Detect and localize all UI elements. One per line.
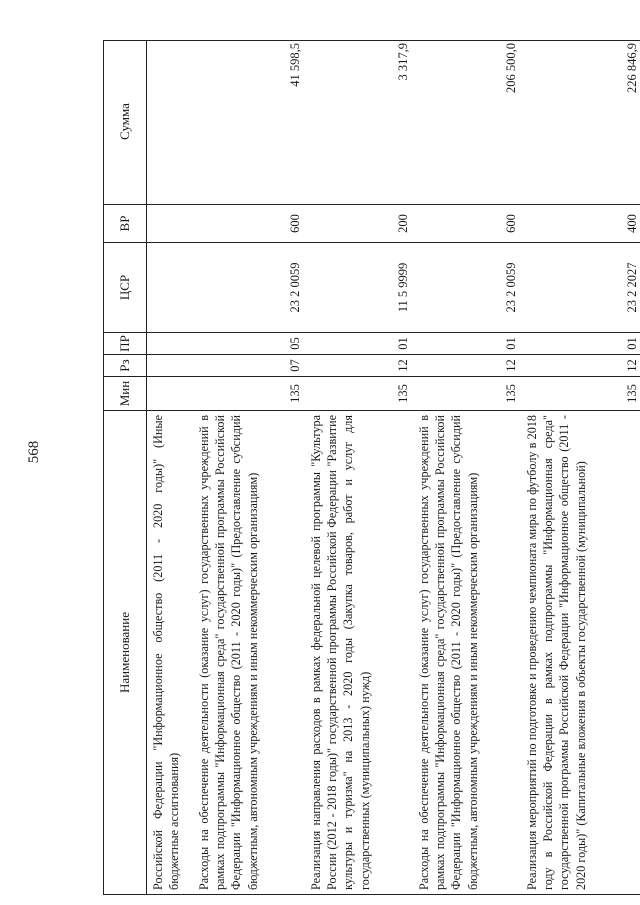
row-vr bbox=[147, 204, 193, 242]
row-name: Расходы на обеспечение деятельности (оказание услуг) государственных учреждений в рамках подпрограммы "Информационная среда" государственной программы Российской Федерации "Информационное общество (2011 - 2020 годы)" (Предоставление субсидий бюджетным, автономным учреждениям и иным некоммерческим организациям) bbox=[197, 415, 260, 890]
row-min: 135 bbox=[413, 376, 521, 410]
table-row bbox=[305, 41, 413, 894]
row-csr bbox=[147, 242, 193, 332]
row-min bbox=[147, 376, 193, 410]
page-number: 568 bbox=[26, 440, 42, 464]
row-vr: 400 bbox=[521, 204, 640, 242]
row-csr: 23 2 0059 bbox=[193, 242, 305, 332]
row-pr: 05 bbox=[193, 332, 305, 354]
row-vr: 600 bbox=[193, 204, 305, 242]
row-pr: 01 bbox=[305, 332, 413, 354]
row-sum: 3 317,9 bbox=[396, 43, 410, 81]
table-row bbox=[413, 41, 521, 894]
row-pr bbox=[147, 332, 193, 354]
header-name: Наименование bbox=[104, 410, 146, 894]
row-pr: 01 bbox=[521, 332, 640, 354]
table-row bbox=[147, 41, 193, 894]
row-vr: 200 bbox=[305, 204, 413, 242]
row-name: Реализация мероприятий по подготовке и проведению чемпионата мира по футболу в 2018 году в Российской Федерации в рамках подпрограммы "Информационная среда" государственной программы Российской Федерации "Информационное общество (2011 - 2020 годы)" (Капитальные вложения в объекты государственной (муниципальной) bbox=[525, 415, 588, 890]
row-min: 135 bbox=[193, 376, 305, 410]
row-csr: 11 5 9999 bbox=[305, 242, 413, 332]
header-sum: Сумма bbox=[117, 103, 132, 140]
row-pr: 01 bbox=[413, 332, 521, 354]
table-header bbox=[104, 41, 147, 894]
header-csr: ЦСР bbox=[104, 242, 146, 332]
row-csr: 23 2 0059 bbox=[413, 242, 521, 332]
header-rz: Рз bbox=[104, 354, 146, 376]
row-rz: 12 bbox=[413, 354, 521, 376]
header-vr: ВР bbox=[104, 204, 146, 242]
row-sum bbox=[147, 40, 193, 204]
budget-table bbox=[103, 40, 640, 895]
row-min: 135 bbox=[305, 376, 413, 410]
row-name: Расходы на обеспечение деятельности (оказание услуг) государственных учреждений в рамках подпрограммы "Информационная среда" государственной программы Российской Федерации "Информационное общество (2011 - 2020 годы)" (Предоставление субсидий бюджетным, автономным учреждениям и иным некоммерческим организациям) bbox=[417, 415, 480, 890]
row-min: 135 bbox=[521, 376, 640, 410]
header-min: Мин bbox=[104, 376, 146, 410]
row-name: Российской Федерации "Информационное общество (2011 - 2020 годы)" (Иные бюджетные ассигнования) bbox=[151, 415, 182, 890]
row-name: Реализация направления расходов в рамках федеральной целевой программы "Культура России (2012 - 2018 годы)" государственной программы Российской Федерации "Развитие культуры и туризма" на 2013 - 2020 годы (Закупка товаров, работ и услуг для государственных (муниципальных) нужд) bbox=[309, 415, 372, 890]
row-sum: 41 598,5 bbox=[288, 43, 302, 87]
row-sum: 206 500,0 bbox=[504, 43, 518, 93]
table-row bbox=[521, 41, 640, 894]
header-pr: ПР bbox=[104, 332, 146, 354]
row-rz bbox=[147, 354, 193, 376]
row-vr: 600 bbox=[413, 204, 521, 242]
budget-table-frame bbox=[103, 40, 640, 895]
table-row bbox=[193, 41, 305, 894]
row-rz: 12 bbox=[521, 354, 640, 376]
row-rz: 07 bbox=[193, 354, 305, 376]
row-sum: 226 846,9 bbox=[625, 43, 639, 93]
row-csr: 23 2 2027 bbox=[521, 242, 640, 332]
row-rz: 12 bbox=[305, 354, 413, 376]
